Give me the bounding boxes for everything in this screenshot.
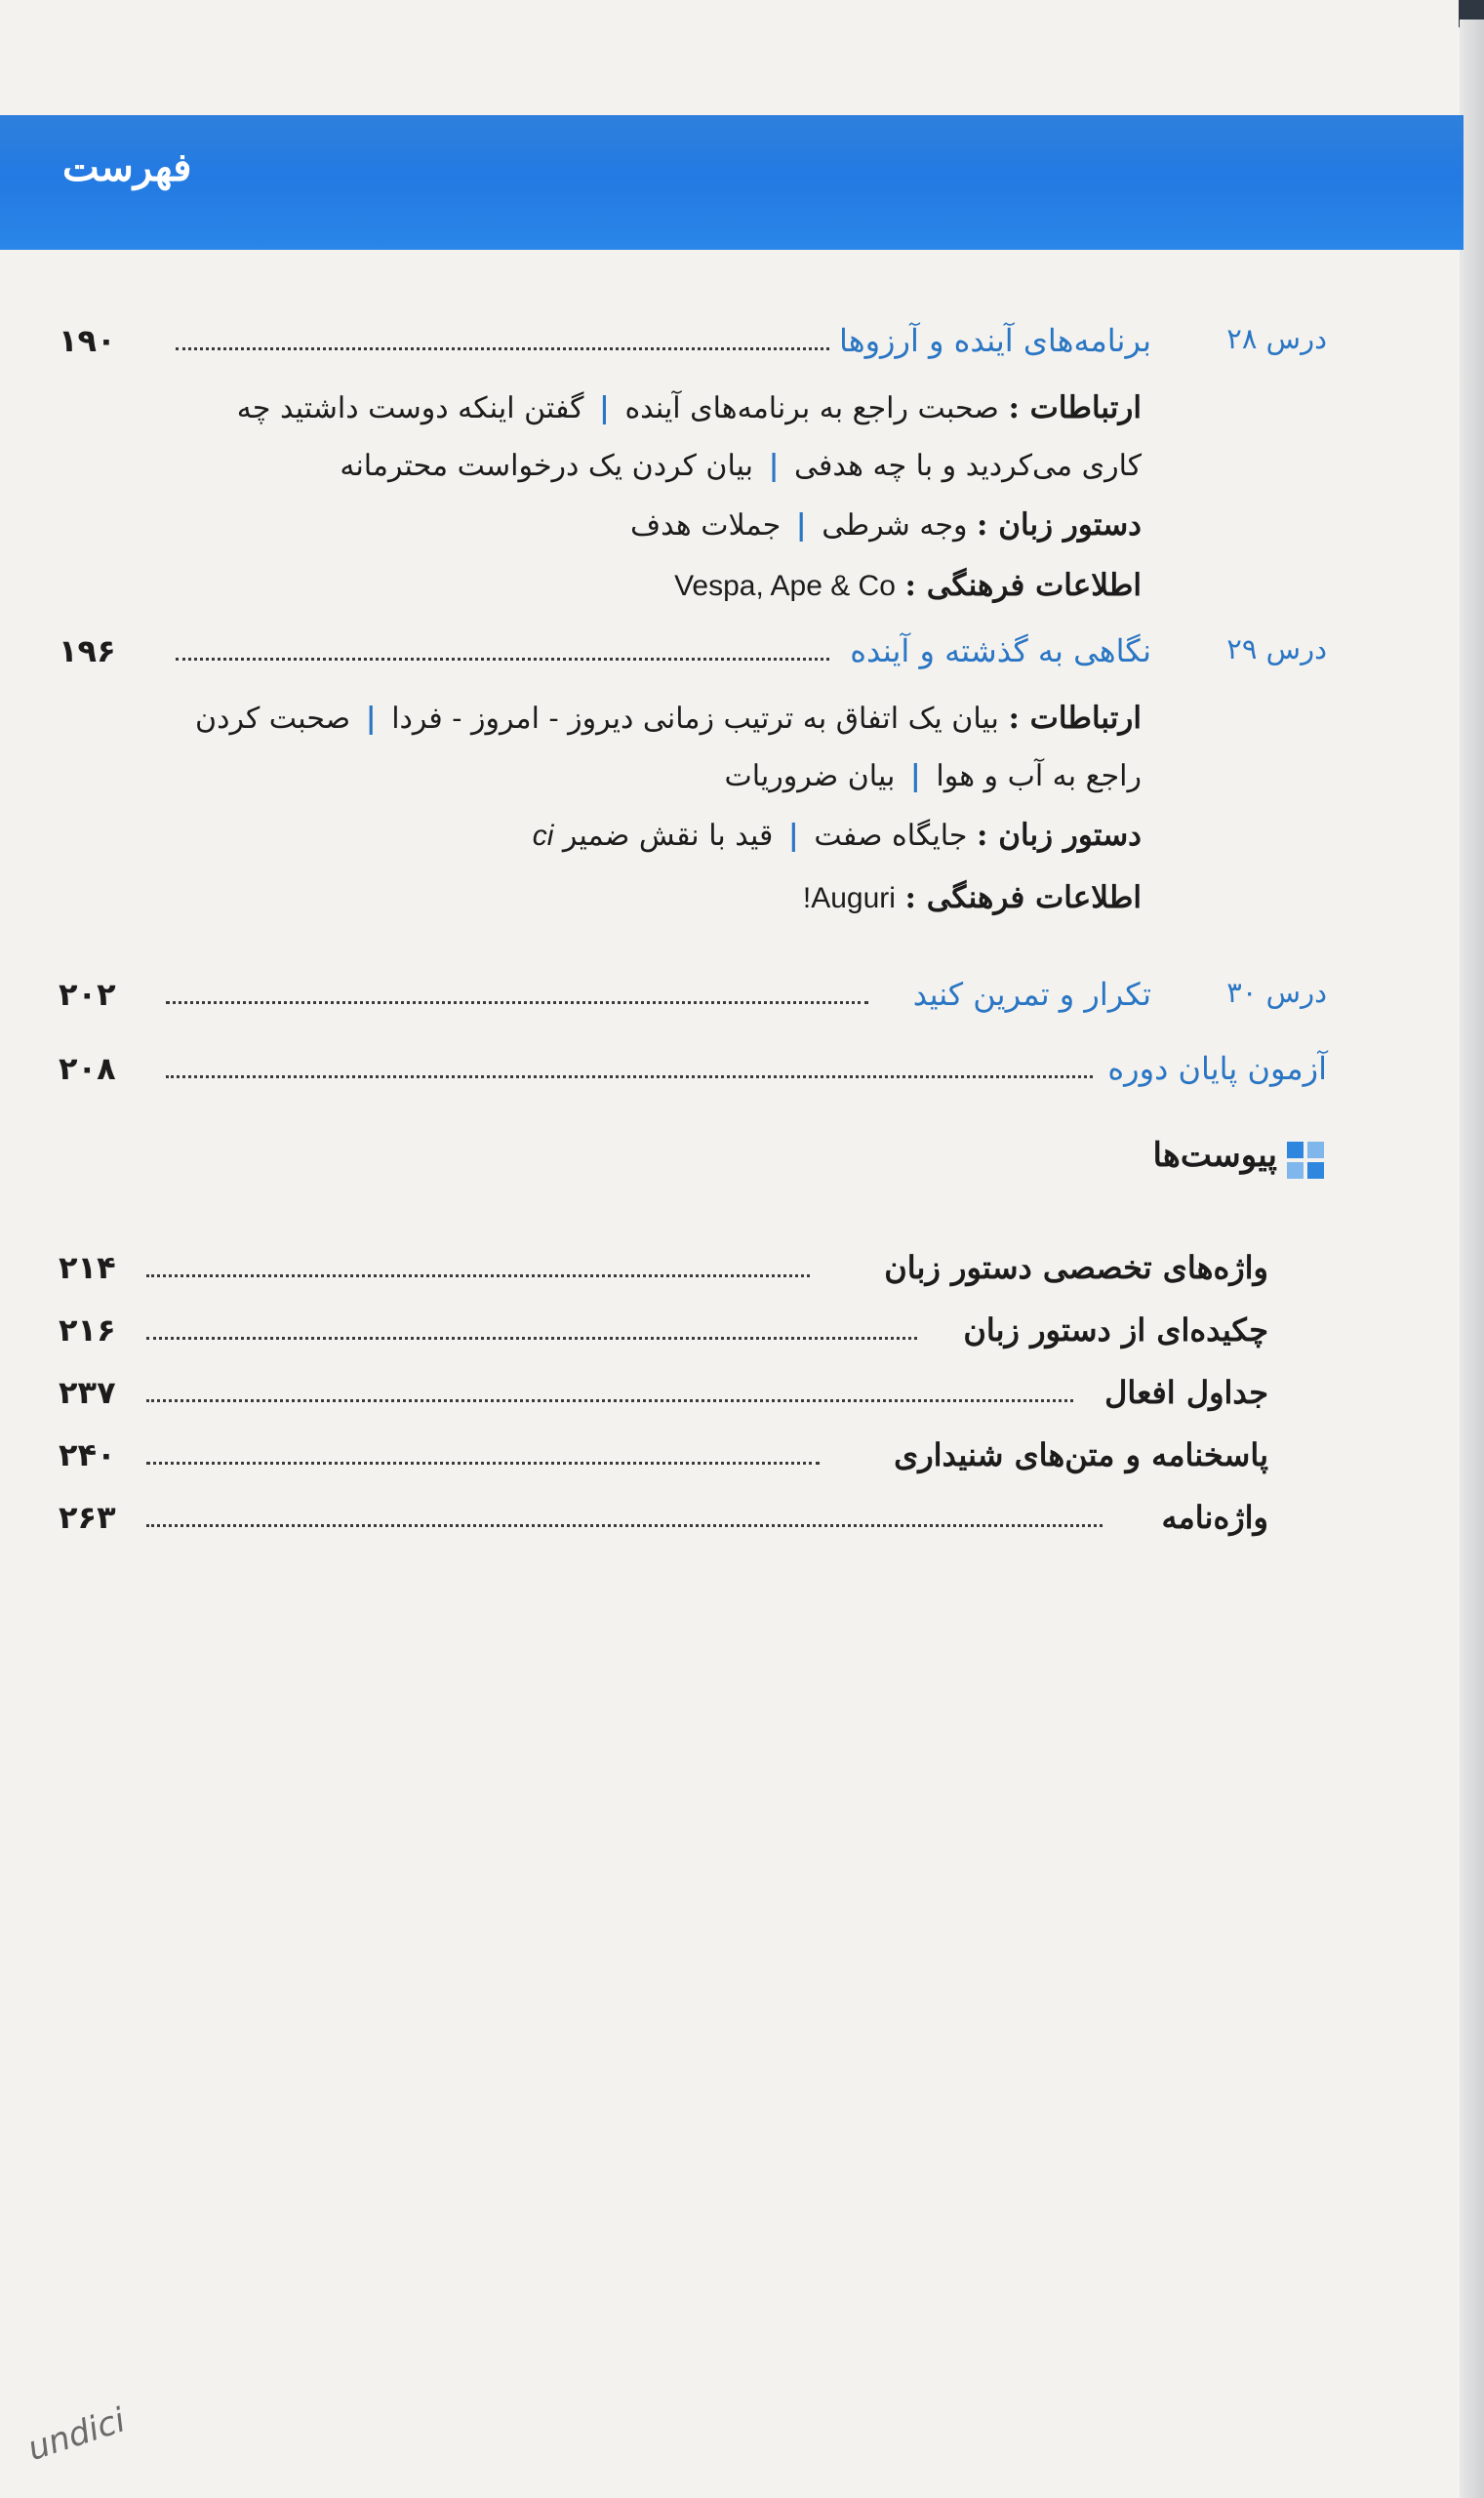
culture-label: اطلاعات فرهنگی : [904,568,1142,603]
page-number: ۲۰۸ [59,1050,116,1087]
dot-leader [146,1337,917,1340]
page-title: فهرست [62,144,192,190]
dot-leader [146,1462,820,1465]
page-number: ۲۰۲ [59,976,116,1013]
appendix-title: جداول افعال [1104,1374,1268,1411]
appendix-title: واژه‌نامه [1161,1499,1268,1536]
culture-value: Vespa, Ape & Co [674,570,896,602]
dot-leader [166,1075,1093,1078]
lesson-number: درس ۲۸ [1226,322,1327,355]
page-number: ۱۹۰ [59,322,116,359]
page-number: ۲۴۰ [59,1436,116,1473]
dot-leader [146,1399,1073,1402]
toc-entry-lesson-28[interactable] [59,322,1327,377]
topic-text: قید با نقش ضمیر [562,819,774,853]
communication-line [146,691,1142,745]
toc-entry-final-exam[interactable] [59,1050,1327,1105]
toc-entry-lesson-30[interactable] [59,976,1327,1030]
page-number: ۲۳۷ [59,1374,116,1411]
culture-value: Auguri! [802,882,896,914]
communication-line-cont [146,439,1142,494]
toc-entry-appendix[interactable] [59,1499,1268,1553]
page-number: ۲۱۴ [59,1249,116,1286]
topic-text: بیان کردن یک درخواست محترمانه [340,449,754,483]
page-number-word: undici [22,2400,131,2469]
dot-leader [166,1001,868,1004]
topic-text: صحبت راجع به برنامه‌های آینده [624,391,999,425]
toc-entry-lesson-29[interactable] [59,632,1327,687]
communication-line [146,381,1142,435]
exam-title: آزمون پایان دوره [1107,1050,1327,1087]
topic-text: راجع به آب و هوا [936,759,1142,793]
appendix-title: واژه‌های تخصصی دستور زبان [884,1249,1268,1286]
grammar-line [146,808,1142,863]
dot-leader [146,1274,810,1277]
page-edge-right [1460,20,1484,2498]
header-band [0,115,1464,250]
culture-label: اطلاعات فرهنگی : [904,880,1142,915]
dot-leader [176,347,829,350]
separator: | [795,508,807,543]
topic-text: کاری می‌کردید و با چه هدفی [794,449,1142,483]
toc-entry-appendix[interactable] [59,1311,1268,1366]
lesson-title: برنامه‌های آینده و آرزوها [838,322,1151,359]
separator: | [598,391,610,425]
lesson-title: نگاهی به گذشته و آینده [850,632,1151,669]
toc-entry-appendix[interactable] [59,1436,1268,1491]
dot-leader [176,658,829,661]
page-number: ۲۱۶ [59,1311,116,1349]
culture-line [146,870,1142,925]
dot-leader [146,1524,1103,1527]
topic-text: بیان ضروریات [724,759,896,793]
grammar-label: دستور زبان : [977,507,1142,543]
topic-text: گفتن اینکه دوست داشتید چه [236,391,584,425]
appendix-title: چکیده‌ای از دستور زبان [963,1311,1268,1349]
communication-line-cont [146,749,1142,804]
communication-label: ارتباطات : [1008,390,1142,425]
topic-text: جایگاه صفت [814,819,968,853]
grammar-label: دستور زبان : [977,818,1142,853]
topic-text: صحبت کردن [195,702,351,736]
latin-term: ci [532,820,554,852]
lesson-number: درس ۲۹ [1226,632,1327,665]
communication-label: ارتباطات : [1008,701,1142,736]
appendices-heading [1073,1132,1324,1187]
culture-line [146,558,1142,613]
lesson-number: درس ۳۰ [1226,976,1327,1009]
page-number: ۱۹۶ [59,632,116,669]
toc-entry-appendix[interactable] [59,1374,1268,1429]
toc-entry-appendix[interactable] [59,1249,1268,1304]
topic-text: جملات هدف [630,508,782,543]
separator: | [909,759,921,793]
separator: | [787,819,799,853]
topic-text: بیان یک اتفاق به ترتیب زمانی دیروز - امروز - فردا [391,702,999,736]
page-number: ۲۶۳ [59,1499,116,1536]
lesson-title: تکرار و تمرین کنید [912,976,1151,1013]
separator: | [365,702,377,736]
grammar-line [146,498,1142,552]
topic-text: وجه شرطی [822,508,968,543]
separator: | [768,449,780,483]
appendices-title: پیوست‌ها [1152,1136,1277,1175]
grid-icon [1287,1142,1324,1179]
appendix-title: پاسخنامه و متن‌های شنیداری [894,1436,1268,1473]
